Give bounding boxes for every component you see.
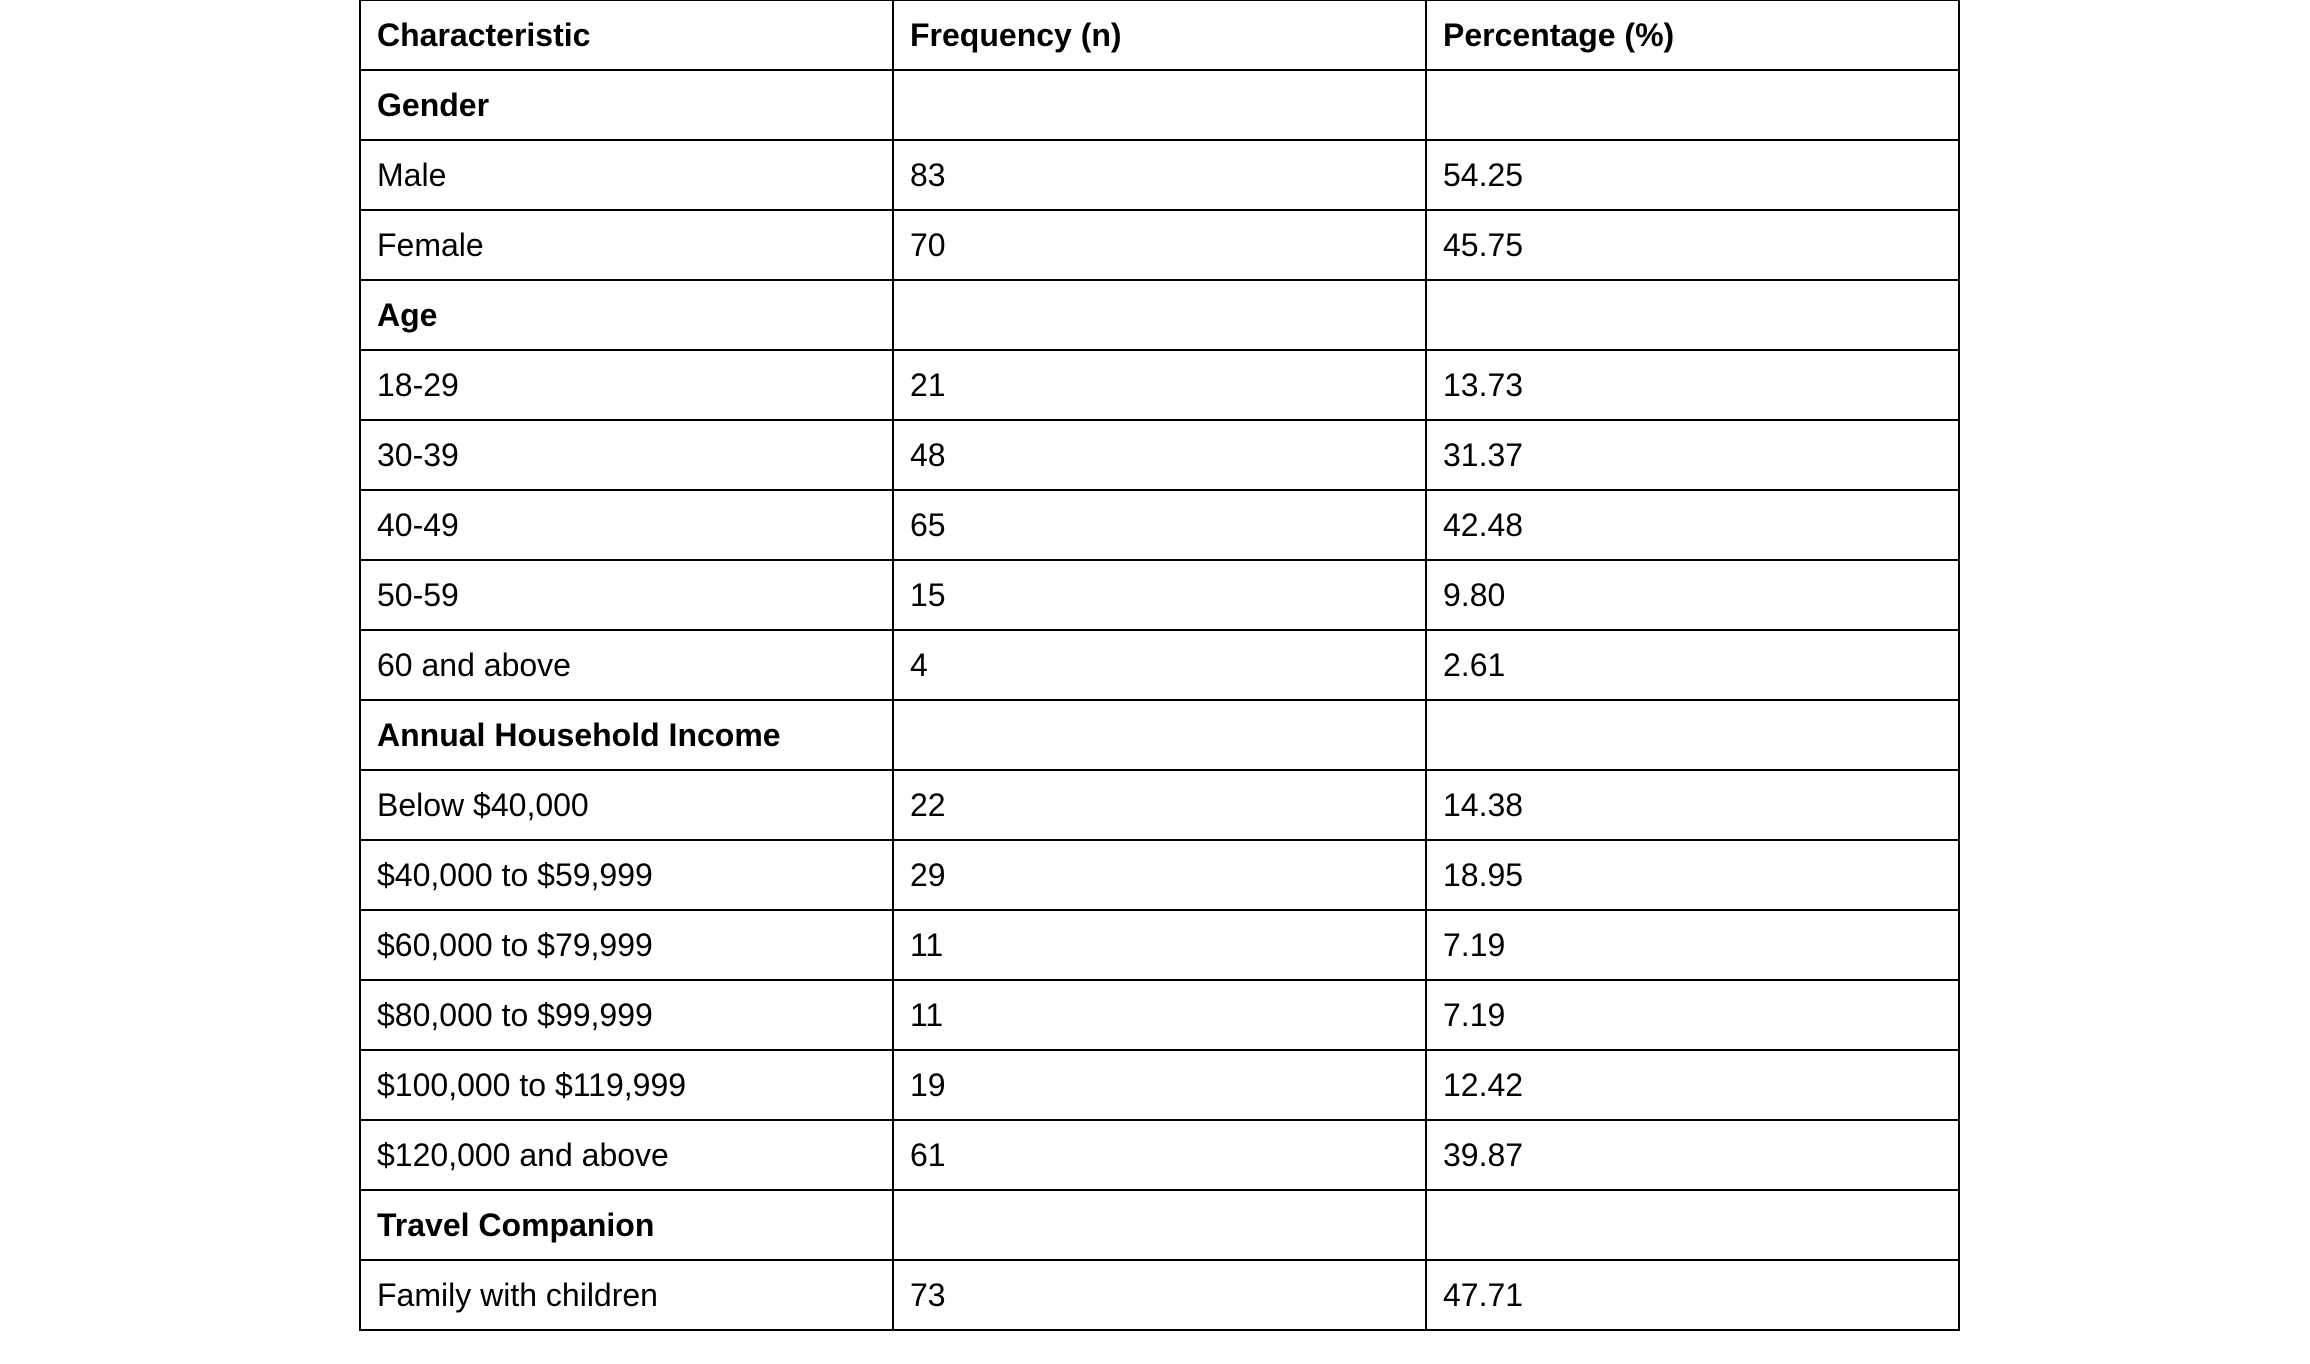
characteristic-cell: $40,000 to $59,999: [360, 840, 893, 910]
characteristic-cell: $100,000 to $119,999: [360, 1050, 893, 1120]
section-header-row: [360, 1190, 1959, 1260]
frequency-cell: 4: [893, 630, 1426, 700]
section-header-row: [360, 700, 1959, 770]
characteristic-cell: Below $40,000: [360, 770, 893, 840]
table-row: [360, 1050, 1959, 1120]
characteristic-cell: $120,000 and above: [360, 1120, 893, 1190]
table-row: [360, 910, 1959, 980]
percentage-cell: 13.73: [1426, 350, 1959, 420]
section-header-row: [360, 70, 1959, 140]
frequency-cell: 70: [893, 210, 1426, 280]
table-row: [360, 350, 1959, 420]
percentage-cell: 12.42: [1426, 1050, 1959, 1120]
table-row: [360, 560, 1959, 630]
characteristic-cell: 18-29: [360, 350, 893, 420]
percentage-cell: 7.19: [1426, 910, 1959, 980]
section-title: Annual Household Income: [360, 700, 893, 770]
table-header-row: [360, 0, 1959, 70]
frequency-cell: 65: [893, 490, 1426, 560]
table-row: [360, 1260, 1959, 1330]
demographics-table: [359, 0, 1960, 1331]
table-row: [360, 210, 1959, 280]
frequency-cell: 73: [893, 1260, 1426, 1330]
percentage-cell: 2.61: [1426, 630, 1959, 700]
percentage-cell: 47.71: [1426, 1260, 1959, 1330]
frequency-cell: 61: [893, 1120, 1426, 1190]
header-percentage: Percentage (%): [1426, 0, 1959, 70]
frequency-cell: [893, 1190, 1426, 1260]
characteristic-cell: $60,000 to $79,999: [360, 910, 893, 980]
frequency-cell: [893, 700, 1426, 770]
percentage-cell: 42.48: [1426, 490, 1959, 560]
percentage-cell: 39.87: [1426, 1120, 1959, 1190]
characteristic-cell: Male: [360, 140, 893, 210]
section-header-row: [360, 280, 1959, 350]
percentage-cell: 7.19: [1426, 980, 1959, 1050]
frequency-cell: 19: [893, 1050, 1426, 1120]
characteristic-cell: 50-59: [360, 560, 893, 630]
percentage-cell: [1426, 1190, 1959, 1260]
table-row: [360, 490, 1959, 560]
characteristic-cell: 60 and above: [360, 630, 893, 700]
frequency-cell: 11: [893, 910, 1426, 980]
table-row: [360, 840, 1959, 910]
table-row: [360, 1120, 1959, 1190]
percentage-cell: 54.25: [1426, 140, 1959, 210]
characteristic-cell: Family with children: [360, 1260, 893, 1330]
section-title: Travel Companion: [360, 1190, 893, 1260]
table-container: [359, 0, 1960, 1331]
percentage-cell: 14.38: [1426, 770, 1959, 840]
frequency-cell: 22: [893, 770, 1426, 840]
percentage-cell: 18.95: [1426, 840, 1959, 910]
characteristic-cell: $80,000 to $99,999: [360, 980, 893, 1050]
percentage-cell: 9.80: [1426, 560, 1959, 630]
table-row: [360, 630, 1959, 700]
frequency-cell: 29: [893, 840, 1426, 910]
characteristic-cell: 40-49: [360, 490, 893, 560]
table-row: [360, 420, 1959, 490]
section-title: Age: [360, 280, 893, 350]
table-body: [360, 70, 1959, 1330]
frequency-cell: 21: [893, 350, 1426, 420]
frequency-cell: 15: [893, 560, 1426, 630]
percentage-cell: [1426, 280, 1959, 350]
percentage-cell: [1426, 700, 1959, 770]
frequency-cell: 11: [893, 980, 1426, 1050]
frequency-cell: [893, 70, 1426, 140]
frequency-cell: 83: [893, 140, 1426, 210]
frequency-cell: 48: [893, 420, 1426, 490]
table-row: [360, 770, 1959, 840]
percentage-cell: 31.37: [1426, 420, 1959, 490]
section-title: Gender: [360, 70, 893, 140]
header-frequency: Frequency (n): [893, 0, 1426, 70]
table-row: [360, 980, 1959, 1050]
percentage-cell: [1426, 70, 1959, 140]
percentage-cell: 45.75: [1426, 210, 1959, 280]
table-row: [360, 140, 1959, 210]
frequency-cell: [893, 280, 1426, 350]
characteristic-cell: 30-39: [360, 420, 893, 490]
characteristic-cell: Female: [360, 210, 893, 280]
header-characteristic: Characteristic: [360, 0, 893, 70]
